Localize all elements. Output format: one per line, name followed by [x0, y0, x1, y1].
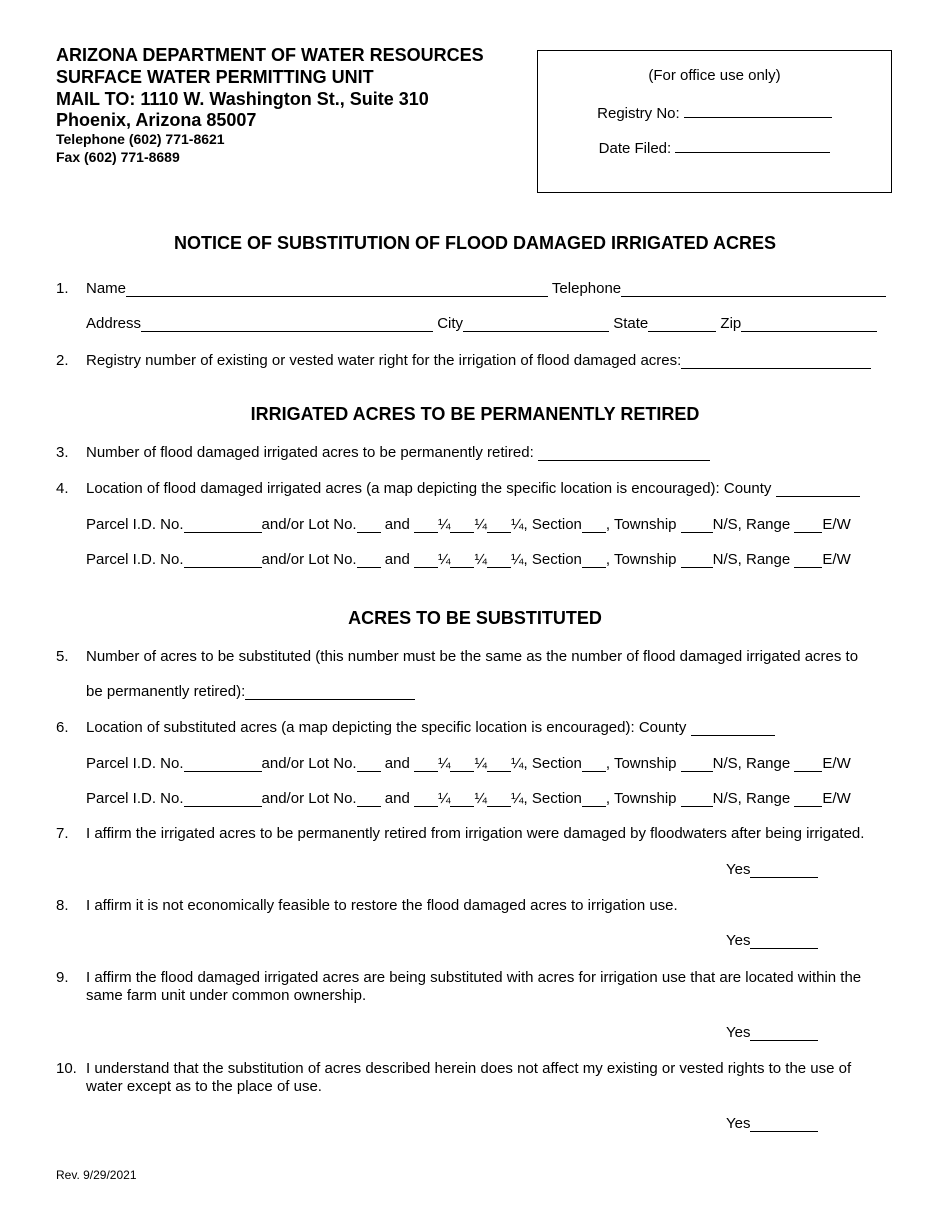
parcel-label: Parcel I.D. No.	[86, 755, 184, 772]
date-filed-row	[538, 138, 891, 157]
form-title: NOTICE OF SUBSTITUTION OF FLOOD DAMAGED IRRIGATED ACRES	[174, 233, 776, 253]
quarter-field-3[interactable]	[487, 756, 511, 772]
telephone-label: Telephone	[551, 280, 622, 297]
township-label: , Township	[605, 755, 677, 772]
q1-row-name	[86, 280, 886, 297]
township-field[interactable]	[681, 517, 713, 533]
section-title-substituted: ACRES TO BE SUBSTITUTED	[348, 608, 602, 628]
q9-text: I affirm the flood damaged irrigated acres are being substituted with acres for irrigation use that are located within the same farm unit under common ownership.	[86, 969, 862, 1004]
quarter-field-1[interactable]	[414, 552, 438, 568]
lot-field[interactable]	[357, 517, 381, 533]
section-field[interactable]	[582, 791, 606, 807]
q4-row	[86, 480, 860, 497]
q10-yes-field[interactable]	[750, 1116, 818, 1132]
q5-row-2	[86, 683, 415, 700]
date-filed-field[interactable]	[675, 138, 830, 153]
telephone-number: Telephone (602) 771-8621	[56, 131, 225, 147]
township-label: , Township	[605, 790, 677, 807]
quarter-label-1: ¼	[437, 551, 451, 568]
q10-number: 10.	[56, 1060, 77, 1077]
retired-parcel-row-1	[86, 516, 851, 533]
q3-text: Number of flood damaged irrigated acres to be permanently retired:	[86, 444, 534, 461]
revision-date: Rev. 9/29/2021	[56, 1168, 137, 1182]
q6-number: 6.	[56, 719, 69, 736]
yes-label: Yes	[726, 861, 751, 878]
section-title-retired: IRRIGATED ACRES TO BE PERMANENTLY RETIRED	[250, 404, 700, 424]
ns-range-label: N/S, Range	[712, 551, 791, 568]
section-field[interactable]	[582, 756, 606, 772]
quarter-section-label: ¼, Section	[511, 551, 582, 568]
ew-label: E/W	[822, 790, 851, 807]
q7-number: 7.	[56, 825, 69, 842]
range-field[interactable]	[794, 517, 822, 533]
q2-number: 2.	[56, 352, 69, 369]
zip-field[interactable]	[741, 316, 877, 332]
mail-address: MAIL TO: 1110 W. Washington St., Suite 310	[56, 89, 429, 109]
range-field[interactable]	[794, 756, 822, 772]
q4-text: Location of flood damaged irrigated acres (a map depicting the specific location is encouraged): County	[86, 480, 772, 497]
city-state-zip: Phoenix, Arizona 85007	[56, 110, 257, 130]
and-label: and	[384, 755, 410, 772]
q7-text: I affirm the irrigated acres to be permanently retired from irrigation were damaged by floodwaters after being irrigated.	[86, 825, 865, 842]
quarter-label-2: ¼	[474, 516, 487, 533]
quarter-field-2[interactable]	[450, 756, 474, 772]
yes-label: Yes	[726, 932, 751, 949]
quarter-field-3[interactable]	[487, 791, 511, 807]
registry-number-field[interactable]	[681, 353, 871, 369]
city-label: City	[437, 315, 464, 332]
ns-range-label: N/S, Range	[712, 790, 791, 807]
parcel-label: Parcel I.D. No.	[86, 790, 184, 807]
parcel-label: Parcel I.D. No.	[86, 516, 184, 533]
ew-label: E/W	[822, 551, 851, 568]
lot-label: and/or Lot No.	[261, 551, 357, 568]
registry-no-label: Registry No:	[597, 105, 680, 122]
q3-row	[86, 444, 710, 461]
q9-yes-row	[726, 1024, 818, 1041]
parcel-id-field[interactable]	[184, 756, 262, 772]
quarter-label-2: ¼	[474, 790, 487, 807]
quarter-section-label: ¼, Section	[511, 516, 582, 533]
parcel-label: Parcel I.D. No.	[86, 551, 184, 568]
township-label: , Township	[605, 551, 677, 568]
section-field[interactable]	[582, 552, 606, 568]
address-field[interactable]	[141, 316, 433, 332]
state-field[interactable]	[648, 316, 716, 332]
office-use-heading: (For office use only)	[648, 67, 781, 84]
q8-yes-row	[726, 932, 818, 949]
quarter-field-3[interactable]	[487, 517, 511, 533]
q8-number: 8.	[56, 897, 69, 914]
registry-no-field[interactable]	[684, 103, 832, 118]
and-label: and	[384, 516, 410, 533]
ns-range-label: N/S, Range	[712, 516, 791, 533]
quarter-label-1: ¼	[437, 755, 451, 772]
parcel-id-field[interactable]	[184, 791, 262, 807]
q1-row-address	[86, 315, 877, 332]
quarter-field-3[interactable]	[487, 552, 511, 568]
substituted-parcel-row-2	[86, 790, 851, 807]
range-field[interactable]	[794, 552, 822, 568]
township-field[interactable]	[681, 791, 713, 807]
city-field[interactable]	[463, 316, 609, 332]
q2-row	[86, 352, 871, 369]
quarter-label-1: ¼	[437, 790, 451, 807]
name-label: Name	[86, 280, 127, 297]
q10-yes-row	[726, 1115, 818, 1132]
and-label: and	[384, 551, 410, 568]
ew-label: E/W	[822, 516, 851, 533]
lot-field[interactable]	[357, 552, 381, 568]
quarter-section-label: ¼, Section	[511, 790, 582, 807]
q8-yes-field[interactable]	[750, 933, 818, 949]
q9-number: 9.	[56, 969, 69, 986]
quarter-label-2: ¼	[474, 551, 487, 568]
q4-number: 4.	[56, 480, 69, 497]
and-label: and	[384, 790, 410, 807]
yes-label: Yes	[726, 1024, 751, 1041]
q8-text: I affirm it is not economically feasible to restore the flood damaged acres to irrigation use.	[86, 897, 678, 914]
q6-row	[86, 719, 775, 736]
ns-range-label: N/S, Range	[712, 755, 791, 772]
township-label: , Township	[605, 516, 677, 533]
q9-yes-field[interactable]	[750, 1025, 818, 1041]
parcel-id-field[interactable]	[184, 552, 262, 568]
q1-number: 1.	[56, 280, 69, 297]
ew-label: E/W	[822, 755, 851, 772]
quarter-field-1[interactable]	[414, 756, 438, 772]
lot-label: and/or Lot No.	[261, 790, 357, 807]
q5-text-2: be permanently retired):	[86, 683, 246, 700]
q7-yes-field[interactable]	[750, 862, 818, 878]
q6-text: Location of substituted acres (a map depicting the specific location is encouraged): County	[86, 719, 687, 736]
telephone-field[interactable]	[621, 281, 886, 297]
township-field[interactable]	[681, 756, 713, 772]
address-label: Address	[86, 315, 142, 332]
q10-text: I understand that the substitution of acres described herein does not affect my existing or vested rights to the use of water except as to the place of use.	[86, 1060, 852, 1095]
registry-no-row	[538, 103, 891, 122]
quarter-field-1[interactable]	[414, 517, 438, 533]
lot-field[interactable]	[357, 756, 381, 772]
range-field[interactable]	[794, 791, 822, 807]
retired-county-field[interactable]	[776, 481, 860, 497]
agency-name: ARIZONA DEPARTMENT OF WATER RESOURCES	[56, 45, 484, 65]
zip-label: Zip	[720, 315, 742, 332]
parcel-id-field[interactable]	[184, 517, 262, 533]
section-field[interactable]	[582, 517, 606, 533]
q5-number: 5.	[56, 648, 69, 665]
quarter-field-2[interactable]	[450, 517, 474, 533]
lot-label: and/or Lot No.	[261, 516, 357, 533]
substituted-acres-field[interactable]	[245, 684, 415, 700]
state-label: State	[613, 315, 649, 332]
retired-acres-field[interactable]	[538, 445, 710, 461]
name-field[interactable]	[126, 281, 548, 297]
yes-label: Yes	[726, 1115, 751, 1132]
q7-yes-row	[726, 861, 818, 878]
unit-name: SURFACE WATER PERMITTING UNIT	[56, 67, 374, 87]
lot-label: and/or Lot No.	[261, 755, 357, 772]
retired-parcel-row-2	[86, 551, 851, 568]
quarter-field-1[interactable]	[414, 791, 438, 807]
q5-text: Number of acres to be substituted (this number must be the same as the number of flood damaged irrigated acres to	[86, 648, 859, 665]
quarter-field-2[interactable]	[450, 552, 474, 568]
q3-number: 3.	[56, 444, 69, 461]
quarter-label-2: ¼	[474, 755, 487, 772]
date-filed-label: Date Filed:	[598, 140, 672, 157]
substituted-parcel-row-1	[86, 755, 851, 772]
substituted-county-field[interactable]	[691, 720, 775, 736]
fax-number: Fax (602) 771-8689	[56, 149, 180, 165]
office-use-box	[537, 50, 892, 193]
quarter-label-1: ¼	[437, 516, 451, 533]
quarter-field-2[interactable]	[450, 791, 474, 807]
lot-field[interactable]	[357, 791, 381, 807]
quarter-section-label: ¼, Section	[511, 755, 582, 772]
q2-text: Registry number of existing or vested water right for the irrigation of flood damaged acres:	[86, 352, 682, 369]
township-field[interactable]	[681, 552, 713, 568]
